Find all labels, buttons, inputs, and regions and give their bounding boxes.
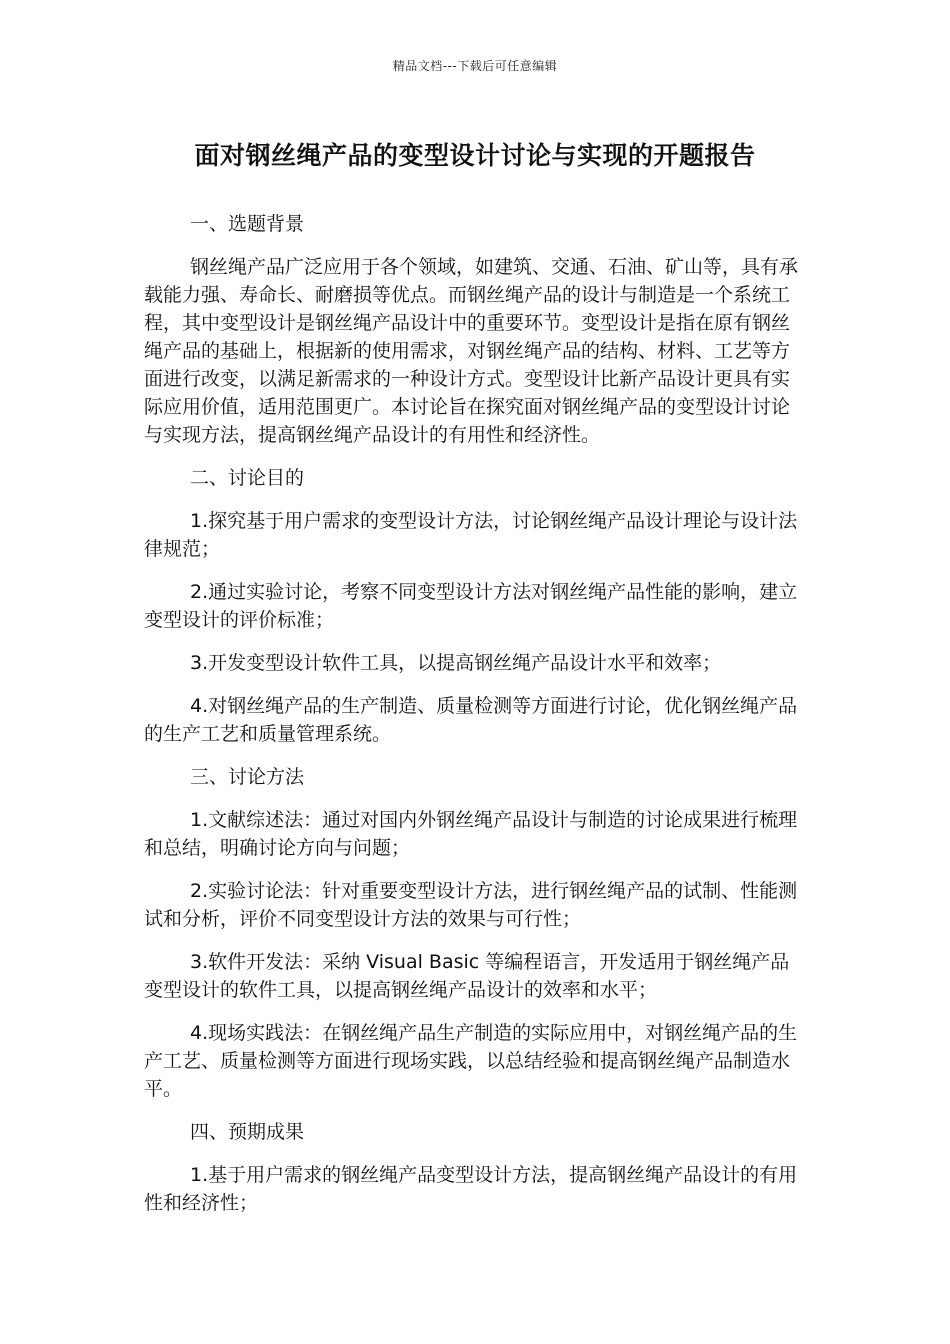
list-item: 1.探究基于用户需求的变型设计方法，讨论钢丝绳产品设计理论与设计法律规范； bbox=[144, 510, 798, 560]
list-item: 3.软件开发法：采纳 Visual Basic 等编程语言，开发适用于钢丝绳产品变型设计的软件工具，以提高钢丝绳产品设计的效率和水平； bbox=[144, 951, 790, 1001]
paragraph: 钢丝绳产品广泛应用于各个领域，如建筑、交通、石油、矿山等，具有承载能力强、寿命长、耐磨损等优点。而钢丝绳产品的设计与制造是一个系统工程，其中变型设计是钢丝绳产品设计中的重要环节。变型设计是指在原有钢丝绳产品的基础上，根据新的使用需求，对钢丝绳产品的结构、材料、工艺等方面进行改变，以满足新需求的一种设计方式。变型设计比新产品设计更具有实际应用价值，适用范围更广。本讨论旨在探究面对钢丝绳产品的变型设计讨论与实现方法，提高钢丝绳产品设计的有用性和经济性。 bbox=[144, 256, 799, 446]
section-heading-expected-results: 四、预期成果 bbox=[190, 1121, 305, 1143]
list-item: 2.通过实验讨论，考察不同变型设计方法对钢丝绳产品性能的影响，建立变型设计的评价标准； bbox=[144, 581, 798, 631]
section-heading-background: 一、选题背景 bbox=[190, 213, 305, 235]
list-item: 4.对钢丝绳产品的生产制造、质量检测等方面进行讨论，优化钢丝绳产品的生产工艺和质量管理系统。 bbox=[144, 695, 798, 745]
list-item: 1.文献综述法：通过对国内外钢丝绳产品设计与制造的讨论成果进行梳理和总结，明确讨论方向与问题； bbox=[144, 809, 798, 859]
list-item: 1.基于用户需求的钢丝绳产品变型设计方法，提高钢丝绳产品设计的有用性和经济性； bbox=[144, 1164, 798, 1214]
header-note: 精品文档---下载后可任意编辑 bbox=[392, 59, 558, 73]
document-body bbox=[144, 210, 804, 1232]
section-heading-objectives: 二、讨论目的 bbox=[190, 467, 305, 489]
list-item: 4.现场实践法：在钢丝绳产品生产制造的实际应用中，对钢丝绳产品的生产工艺、质量检测等方面进行现场实践，以总结经验和提高钢丝绳产品制造水平。 bbox=[144, 1022, 798, 1100]
list-item: 2.实验讨论法：针对重要变型设计方法，进行钢丝绳产品的试制、性能测试和分析，评价不同变型设计方法的效果与可行性； bbox=[144, 880, 798, 930]
document-title: 面对钢丝绳产品的变型设计讨论与实现的开题报告 bbox=[194, 141, 756, 170]
list-item: 3.开发变型设计软件工具，以提高钢丝绳产品设计水平和效率； bbox=[190, 652, 722, 674]
section-heading-methods: 三、讨论方法 bbox=[190, 766, 305, 788]
